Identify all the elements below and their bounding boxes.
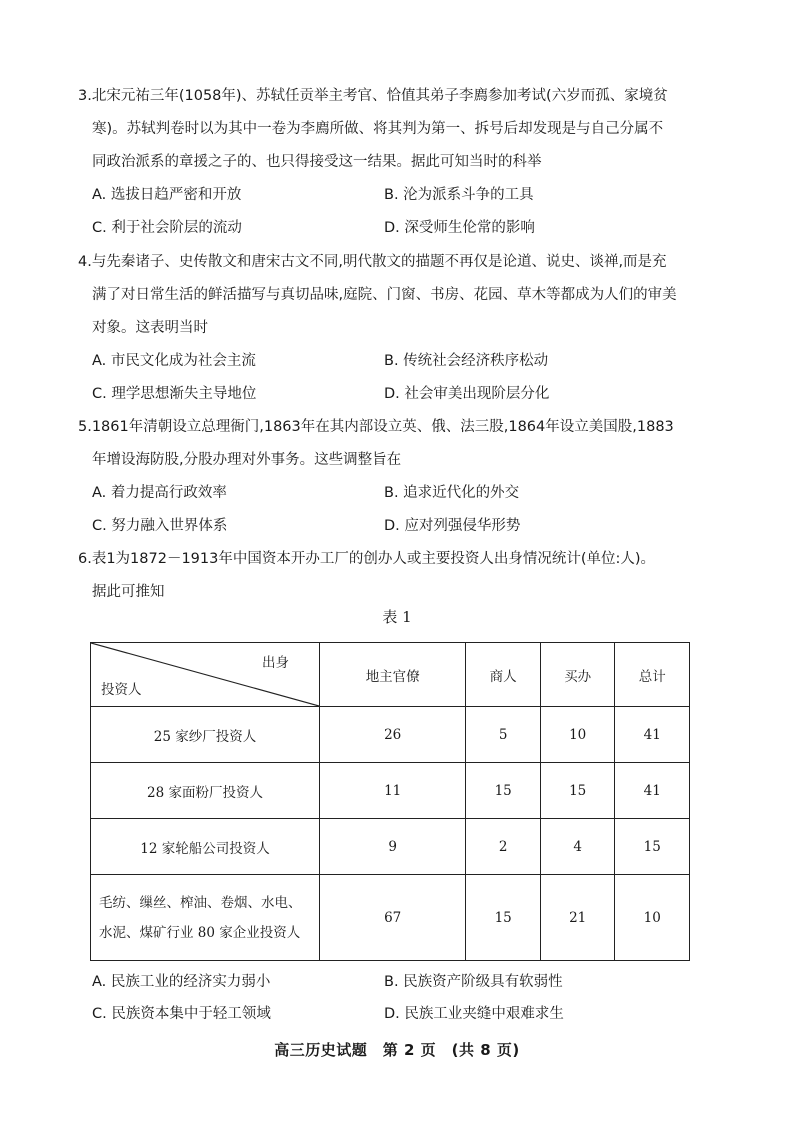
q5-option-c: C. 努力融入世界体系	[92, 518, 228, 534]
q6-option-c: C. 民族资本集中于轻工领域	[92, 1006, 271, 1022]
column-header: 商人	[466, 643, 541, 707]
corner-label-investor: 投资人	[101, 682, 142, 698]
table-cell: 10	[615, 875, 690, 961]
table-cell: 26	[320, 707, 466, 763]
q5-option-b: B. 追求近代化的外交	[384, 485, 520, 501]
table-cell: 15	[466, 875, 541, 961]
q3-stem-line3: 同政治派系的章援之子的、也只得接受这一结果。据此可知当时的科举	[92, 154, 542, 170]
table-cell: 5	[466, 707, 541, 763]
q3-option-c: C. 利于社会阶层的流动	[92, 220, 242, 236]
table-cell: 10	[540, 707, 615, 763]
table-cell: 2	[466, 819, 541, 875]
q6-option-b: B. 民族资产阶级具有软弱性	[384, 974, 563, 990]
table-row	[91, 875, 690, 961]
q3-option-a: A. 选拔日趋严密和开放	[92, 187, 242, 203]
table-title: 表 1	[382, 608, 412, 626]
table-header-row	[91, 643, 690, 707]
q6-option-a: A. 民族工业的经济实力弱小	[92, 974, 271, 990]
q4-stem-line2: 满了对日常生活的鲜活描写与真切品味,庭院、门窗、书房、花园、草木等都成为人们的审美	[92, 287, 677, 303]
q4-option-b: B. 传统社会经济秩序松动	[384, 353, 549, 369]
q6-option-d: D. 民族工业夹缝中艰难求生	[384, 1006, 564, 1022]
q4-stem-line1: 4.与先秦诸子、史传散文和唐宋古文不同,明代散文的描题不再仅是论道、说史、谈禅,而是充	[78, 254, 667, 270]
page-footer: 高三历史试题 第 2 页 (共 8 页)	[274, 1041, 520, 1059]
table-cell: 21	[540, 875, 615, 961]
row-label: 毛纺、缫丝、榨油、卷烟、水电、水泥、煤矿行业 80 家企业投资人	[91, 875, 320, 961]
q5-option-a: A. 着力提高行政效率	[92, 485, 227, 501]
q3-option-d: D. 深受师生伦常的影响	[384, 220, 535, 236]
row-label: 28 家面粉厂投资人	[91, 763, 320, 819]
q4-option-d: D. 社会审美出现阶层分化	[384, 386, 550, 402]
q5-option-d: D. 应对列强侵华形势	[384, 518, 521, 534]
table-cell: 11	[320, 763, 466, 819]
q3-stem-line1: 3.北宋元祐三年(1058年)、苏轼任贡举主考官、恰值其弟子李廌参加考试(六岁而孤、家境贫	[78, 88, 668, 104]
column-header: 买办	[540, 643, 615, 707]
table-row	[91, 763, 690, 819]
table-cell: 4	[540, 819, 615, 875]
q6-stem-line1: 6.表1为1872－1913年中国资本开办工厂的创办人或主要投资人出身情况统计(单位:人)。	[78, 551, 656, 567]
table-row	[91, 707, 690, 763]
row-label: 25 家纱厂投资人	[91, 707, 320, 763]
table-cell: 41	[615, 707, 690, 763]
corner-label-origin: 出身	[262, 655, 289, 671]
table-cell: 67	[320, 875, 466, 961]
table-corner-cell	[91, 643, 320, 707]
q4-stem-line3: 对象。这表明当时	[92, 320, 208, 336]
column-header: 地主官僚	[320, 643, 466, 707]
q6-stem-line2: 据此可推知	[92, 584, 165, 600]
table-row	[91, 819, 690, 875]
q5-stem-line2: 年增设海防股,分股办理对外事务。这些调整旨在	[92, 452, 402, 468]
row-label: 12 家轮船公司投资人	[91, 819, 320, 875]
column-header: 总计	[615, 643, 690, 707]
q5-stem-line1: 5.1861年清朝设立总理衙门,1863年在其内部设立英、俄、法三股,1864年设立美国股,1883	[78, 419, 674, 435]
table-cell: 9	[320, 819, 466, 875]
table-cell: 15	[540, 763, 615, 819]
q3-stem-line2: 寒)。苏轼判卷时以为其中一卷为李廌所做、将其判为第一、拆号后却发现是与自己分属不	[92, 121, 664, 137]
table-cell: 15	[615, 819, 690, 875]
q4-option-a: A. 市民文化成为社会主流	[92, 353, 256, 369]
q3-option-b: B. 沦为派系斗争的工具	[384, 187, 534, 203]
investor-table	[90, 642, 690, 961]
q4-option-c: C. 理学思想渐失主导地位	[92, 386, 257, 402]
table-cell: 15	[466, 763, 541, 819]
table-cell: 41	[615, 763, 690, 819]
